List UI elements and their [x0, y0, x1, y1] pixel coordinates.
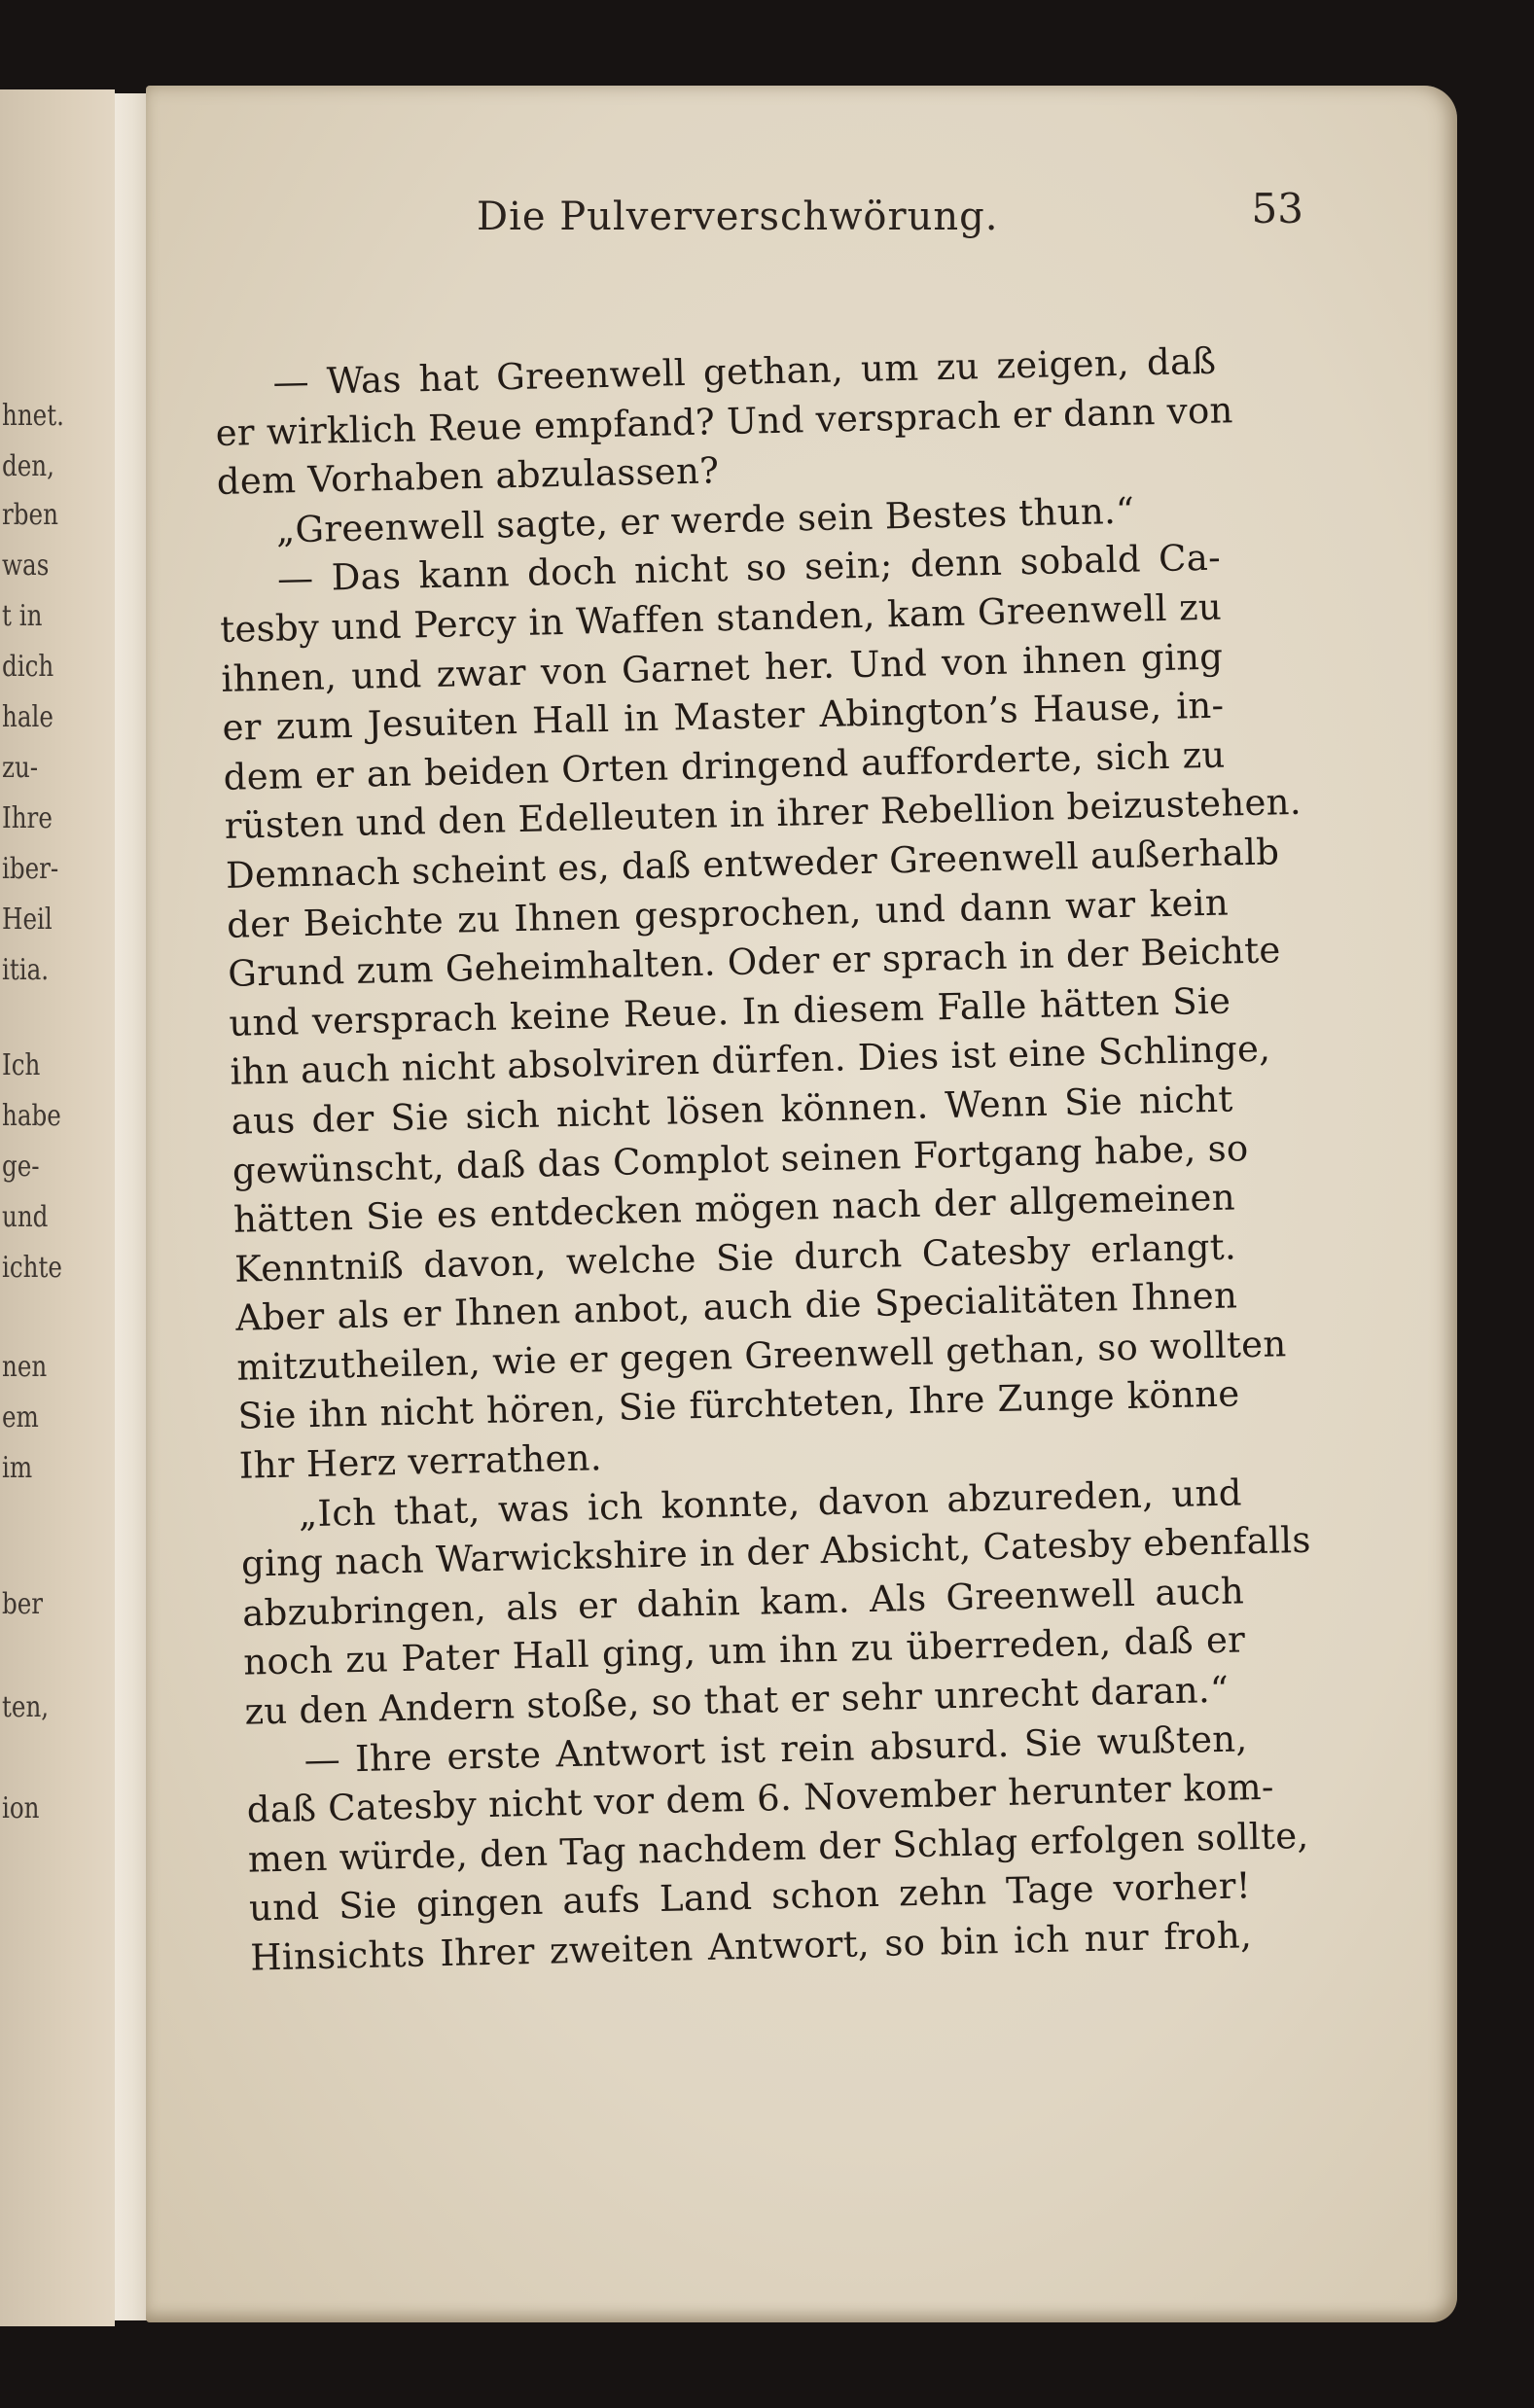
page-number: 53	[1251, 185, 1303, 232]
facing-page-fragment: und	[2, 1200, 49, 1234]
text-line: Ihr Herz verrathen.	[238, 1436, 603, 1487]
facing-page-fragment: rben	[2, 498, 58, 532]
facing-page-fragment: Ihre	[2, 801, 53, 835]
text-line: mitzutheilen, wie er gegen Greenwell gethan, so wollten	[236, 1323, 1287, 1389]
text-line: aus der Sie sich nicht lösen können. Wenn Sie nicht	[231, 1078, 1233, 1143]
text-line: zu den Andern stoße, so that er sehr unrecht daran.“	[244, 1668, 1230, 1733]
text-line: — Das kann doch nicht so sein; denn sobald Ca-	[276, 536, 1222, 600]
facing-page-fragment: em	[2, 1400, 39, 1434]
facing-page-fragment: nen	[2, 1350, 48, 1384]
text-line: „Ich that, was ich konnte, davon abzureden, und	[298, 1470, 1243, 1535]
text-line: Aber als er Ihnen anbot, auch die Specialitäten Ihnen	[234, 1274, 1238, 1340]
facing-page-fragment: ten,	[2, 1690, 50, 1724]
facing-page-fragment: ichte	[2, 1251, 62, 1285]
facing-page-fragment: im	[2, 1451, 33, 1485]
text-line: gewünscht, daß das Complot seinen Fortgang habe, so	[232, 1126, 1249, 1192]
facing-page-fragment: ion	[2, 1791, 40, 1825]
facing-page-fragment: hale	[2, 700, 54, 734]
text-line: rüsten und den Edelleuten in ihrer Rebellion beizustehen.	[224, 781, 1302, 848]
text-line: Sie ihn nicht hören, Sie fürchteten, Ihre Zunge könne	[237, 1372, 1240, 1438]
text-line: dem Vorhaben abzulassen?	[216, 449, 720, 504]
facing-page-fragment: ge-	[2, 1150, 40, 1184]
facing-page-fragment: hnet.	[2, 399, 64, 433]
text-line: „Greenwell sagte, er werde sein Bestes thun.“	[275, 489, 1135, 551]
text-line: und Sie gingen aufs Land schon zehn Tage vorher!	[248, 1864, 1252, 1930]
facing-page-fragment: dich	[2, 650, 54, 684]
page-header	[336, 185, 1313, 243]
text-line: daß Catesby nicht vor dem 6. November herunter kom-	[246, 1765, 1275, 1831]
text-line: hätten Sie es entdecken mögen nach der allgemeinen	[232, 1176, 1236, 1241]
facing-page-fragment: t in	[2, 599, 43, 633]
facing-page-fragment: itia.	[2, 953, 50, 987]
text-line: und versprach keine Reue. In diesem Falle hätten Sie	[228, 979, 1231, 1045]
text-line: — Was hat Greenwell gethan, um zu zeigen, daß	[272, 339, 1217, 404]
facing-page-fragment: Heil	[2, 903, 53, 937]
facing-page-fragment: zu-	[2, 751, 39, 785]
facing-page-fragment: den,	[2, 449, 54, 483]
text-line: der Beichte zu Ihnen gesprochen, und dann war kein	[226, 881, 1230, 946]
text-line: Hinsichts Ihrer zweiten Antwort, so bin ich nur froh,	[249, 1914, 1253, 1979]
text-line: abzubringen, als er dahin kam. Als Greenwell auch	[241, 1570, 1245, 1635]
text-line: dem er an beiden Orten dringend aufforderte, sich zu	[223, 733, 1226, 798]
facing-page-fragment: was	[2, 549, 50, 583]
text-line: men würde, den Tag nachdem der Schlag erfolgen sollte,	[247, 1814, 1309, 1881]
text-line: noch zu Pater Hall ging, um ihn zu überreden, daß er	[242, 1618, 1246, 1684]
facing-page-fragment: habe	[2, 1099, 61, 1133]
running-title: Die Pulververschwörung.	[477, 195, 999, 239]
facing-page-fragment: iber-	[2, 852, 59, 886]
body-text	[214, 337, 1312, 1984]
text-line: Demnach scheint es, daß entweder Greenwell außerhalb	[225, 831, 1280, 897]
text-line: er zum Jesuiten Hall in Master Abington’s Hause, in-	[222, 684, 1225, 750]
facing-page-fragment: Ich	[2, 1048, 41, 1082]
text-line: ihnen, und zwar von Garnet her. Und von ihnen ging	[220, 635, 1224, 700]
text-line: — Ihre erste Antwort ist rein absurd. Sie wußten,	[303, 1717, 1248, 1781]
facing-page-fragment: ber	[2, 1587, 44, 1621]
text-line: Grund zum Geheimhalten. Oder er sprach in der Beichte	[227, 929, 1282, 995]
text-line: ging nach Warwickshire in der Absicht, Catesby ebenfalls	[240, 1518, 1312, 1585]
text-line: er wirklich Reue empfand? Und versprach er dann von	[215, 388, 1234, 454]
text-line: Kenntniß davon, welche Sie durch Catesby erlangt.	[233, 1225, 1237, 1291]
text-line: ihn auch nicht absolviren dürfen. Dies ist eine Schlinge,	[230, 1027, 1271, 1094]
facing-page-edge	[0, 89, 115, 2326]
text-line: tesby und Percy in Waffen standen, kam Greenwell zu	[219, 585, 1223, 651]
